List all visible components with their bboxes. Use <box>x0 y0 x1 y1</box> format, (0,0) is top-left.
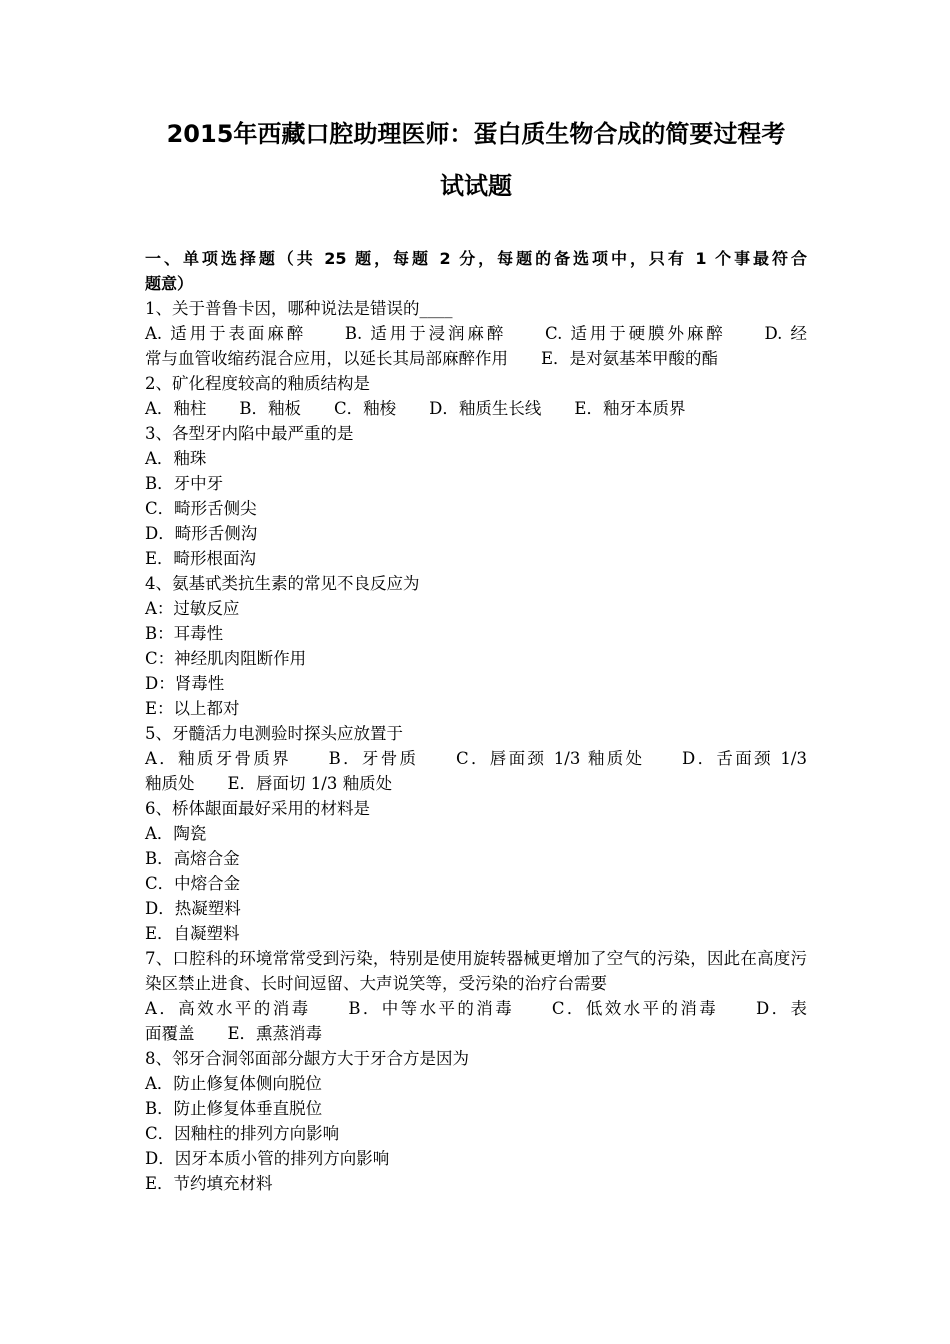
question-options-line: 常与血管收缩药混合应用，以延长其局部麻醉作用 E．是对氨基苯甲酸的酯 <box>145 349 719 368</box>
answer-option: C．中熔合金 <box>145 874 241 893</box>
answer-option: C．因釉柱的排列方向影响 <box>145 1124 340 1143</box>
question-7 <box>145 946 807 1046</box>
question-stem: 3、各型牙内陷中最严重的是 <box>145 424 354 443</box>
document-title-line2: 试试题 <box>440 172 512 200</box>
question-3 <box>145 421 807 571</box>
answer-option: B．高熔合金 <box>145 849 240 868</box>
question-options-line: A．釉质牙骨质界 B．牙骨质 C．唇面颈 1/3 釉质处 D．舌面颈 1/3 <box>145 749 807 768</box>
section-heading-line1: 一、单项选择题（共 25 题，每题 2 分，每题的备选项中，只有 1 个事最符合 <box>145 249 807 268</box>
question-stem: 2、矿化程度较高的釉质结构是 <box>145 374 370 393</box>
answer-option: D．畸形舌侧沟 <box>145 524 258 543</box>
question-5 <box>145 721 807 796</box>
question-options-line: A. 适用于表面麻醉 B. 适用于浸润麻醉 C. 适用于硬膜外麻醉 D. 经 <box>145 324 807 343</box>
answer-option: E．畸形根面沟 <box>145 549 257 568</box>
question-stem: 6、桥体龈面最好采用的材料是 <box>145 799 370 818</box>
question-stem: 1、关于普鲁卡因，哪种说法是错误的____ <box>145 299 453 318</box>
answer-option: B．牙中牙 <box>145 474 224 493</box>
question-1 <box>145 296 807 371</box>
document-page <box>145 110 807 1196</box>
question-8 <box>145 1046 807 1196</box>
answer-option: B．防止修复体垂直脱位 <box>145 1099 323 1118</box>
answer-option: B：耳毒性 <box>145 624 224 643</box>
answer-option: C．畸形舌侧尖 <box>145 499 257 518</box>
question-options-line: A．釉柱 B．釉板 C．釉梭 D．釉质生长线 E．釉牙本质界 <box>145 399 686 418</box>
answer-option: A．釉珠 <box>145 449 207 468</box>
section-heading <box>145 246 807 296</box>
question-stem: 7、口腔科的环境常常受到污染，特别是使用旋转器械更增加了空气的污染，因此在高度污染区禁止进食、长时间逗留、大声说笑等，受污染的治疗台需要 <box>145 949 807 993</box>
answer-option: D：肾毒性 <box>145 674 225 693</box>
section-heading-line2: 题意） <box>145 274 194 293</box>
document-title-line1: 2015年西藏口腔助理医师：蛋白质生物合成的简要过程考 <box>166 120 786 148</box>
answer-option: E．自凝塑料 <box>145 924 240 943</box>
question-stem: 4、氨基甙类抗生素的常见不良反应为 <box>145 574 420 593</box>
answer-option: D．因牙本质小管的排列方向影响 <box>145 1149 390 1168</box>
question-stem: 5、牙髓活力电测验时探头应放置于 <box>145 724 403 743</box>
answer-option: A．防止修复体侧向脱位 <box>145 1074 322 1093</box>
question-stem: 8、邻牙合洞邻面部分龈方大于牙合方是因为 <box>145 1049 469 1068</box>
document-title <box>145 110 807 210</box>
answer-option: A：过敏反应 <box>145 599 240 618</box>
question-2 <box>145 371 807 421</box>
question-4 <box>145 571 807 721</box>
question-options-line: 面覆盖 E．熏蒸消毒 <box>145 1024 323 1043</box>
answer-option: D．热凝塑料 <box>145 899 241 918</box>
answer-option: E：以上都对 <box>145 699 240 718</box>
question-6 <box>145 796 807 946</box>
answer-option: A．陶瓷 <box>145 824 207 843</box>
answer-option: C：神经肌肉阻断作用 <box>145 649 307 668</box>
question-options-line: 釉质处 E．唇面切 1/3 釉质处 <box>145 774 393 793</box>
answer-option: E．节约填充材料 <box>145 1174 273 1193</box>
question-options-line: A．高效水平的消毒 B．中等水平的消毒 C．低效水平的消毒 D．表 <box>145 999 807 1018</box>
